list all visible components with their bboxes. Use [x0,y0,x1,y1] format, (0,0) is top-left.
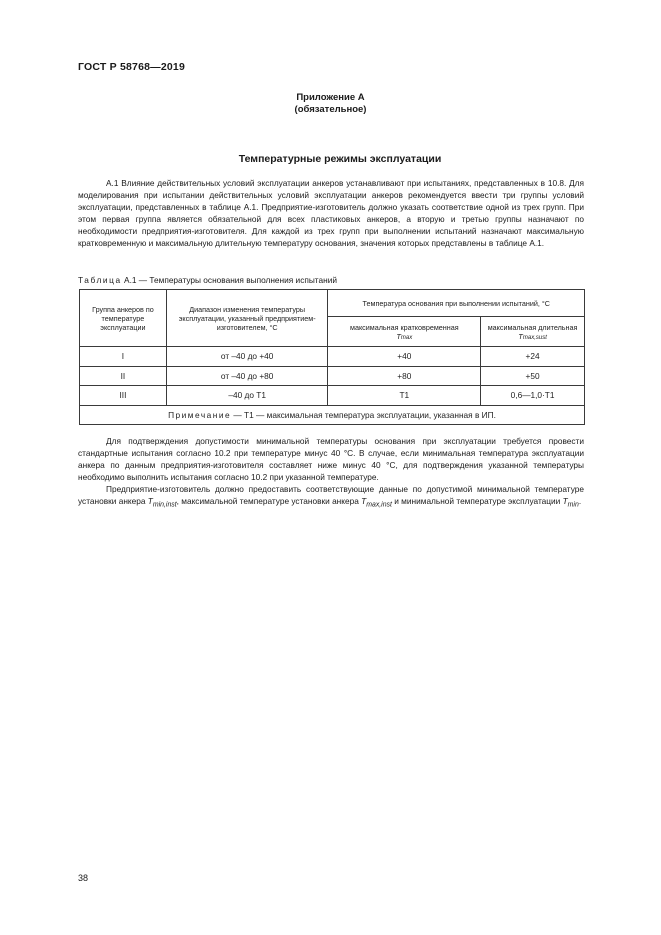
cell-long: 0,6—1,0·Т1 [481,386,585,406]
table-note-prefix: Примечание [168,409,232,420]
cell-long: +50 [481,366,585,386]
header-base-temp: Температура основания при выполнении испытаний, °С [328,290,585,317]
cell-long: +24 [481,347,585,367]
symbol-t-min-inst: $T_{min,inst}$ [147,495,177,509]
paragraph-manufacturer-data: Предприятие-изготовитель должно предоставить соответствующие данные по допустимой минимальной температуре установки анкера $T_{min,inst}$, максимальной температуре установки анкера $T_{max,inst}$ и минимальной температуре эксплуатации $T_{min}$. [78,484,584,509]
standard-code: ГОСТ Р 58768—2019 [78,61,186,73]
symbol-t-max-inst: $T_{max,inst}$ [361,495,392,509]
cell-range: от –40 до +80 [166,366,328,386]
annex-status: (обязательное) [294,104,367,115]
annex-title: Приложение А [296,92,365,103]
table-note-text: — Т1 — максимальная температура эксплуатации, указанная в ИП. [231,409,496,420]
temperature-table [79,289,585,425]
table-note-row [80,405,585,424]
paragraph-a1: А.1 Влияние действительных условий эксплуатации анкеров устанавливают при испытаниях, представленных в 10.8. Для моделирования при испытании действительных условий эксплуатации анкеров рекомендуется ввести три группы условий эксплуатации, представленных в таблице А.1. Предприятие-изготовитель должно указать соответствие одной из трех групп. При этом первая группа является обязательной для всех пластиковых анкеров, а вторую и третью группы назначают по необходимости предприятия-изготовителя. Для каждой из трех групп при выполнении испытаний назначают максимальную кратковременную и максимальную длительную температуру основания, значения которых представлены в таблице А.1. [78,178,584,248]
header-short-term-label: максимальная кратковременная [350,322,459,332]
section-title: Температурные режимы эксплуатации [238,153,442,165]
cell-range: от –40 до +40 [166,347,328,367]
table-row [80,347,585,367]
header-long-term-label: максимальная длительная [487,322,578,332]
cell-short: +80 [328,366,481,386]
symbol-t-min: $T_{min}$ [562,495,579,509]
cell-short: +40 [328,347,481,367]
table-caption-prefix: Таблица [78,275,122,285]
header-short-term [328,317,481,347]
cell-group: III [80,386,167,406]
page-number: 38 [78,873,89,883]
table-caption-text: А.1 — Температуры основания выполнения испытаний [121,275,337,285]
table-note [80,405,585,424]
cell-short: Т1 [328,386,481,406]
header-group: Группа анкеров по температуре эксплуатации [80,290,167,347]
header-range: Диапазон изменения температуры эксплуатации, указанный предприятием-изготовителем, °С [166,290,328,347]
table-header-row [80,290,585,317]
table-caption [78,275,337,285]
cell-group: II [80,366,167,386]
header-long-term-symbol: Tmax,sust [518,331,547,341]
cell-group: I [80,347,167,367]
header-short-term-symbol: Tmax [396,331,413,341]
header-long-term [481,317,585,347]
cell-range: –40 до Т1 [166,386,328,406]
paragraph-min-temp: Для подтверждения допустимости минимальной температуры основания при эксплуатации требуется провести стандартные испытания согласно 10.2 при температуре минус 40 °С. В случае, если минимальная температура эксплуатации анкера по данным предприятия-изготовителя составляет ниже минус 40 °С, для подтверждения указанной температуры необходимо выполнить испытания согласно 10.2 при указанной температуре. [78,436,584,482]
table-row [80,366,585,386]
table-row [80,386,585,406]
